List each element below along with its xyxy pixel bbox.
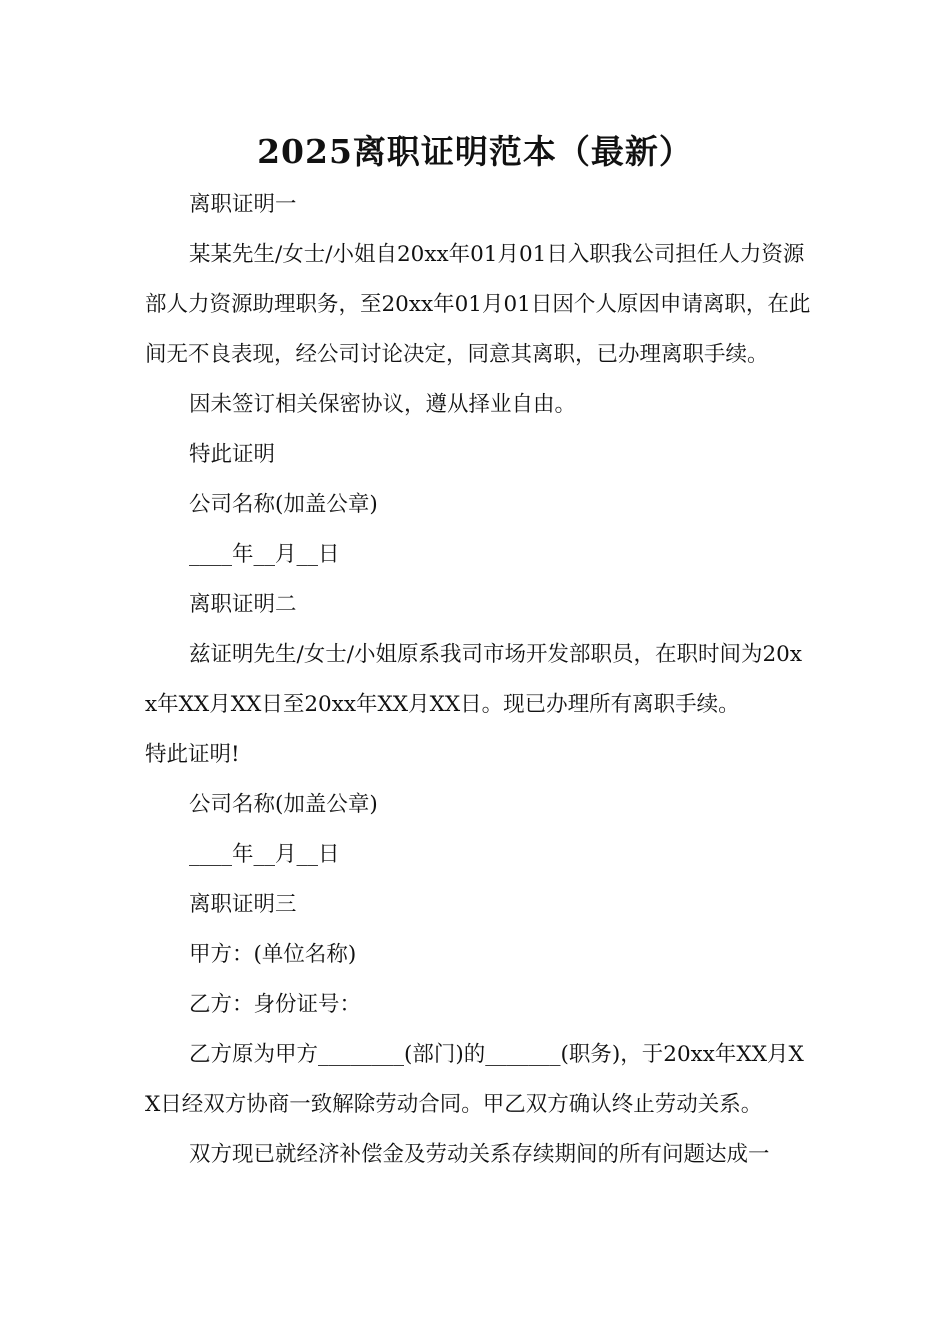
party-b-line: 乙方：身份证号：	[189, 992, 362, 1017]
section-heading-2: 离职证明二	[189, 592, 297, 617]
paragraph: 某某先生/女士/小姐自20xx年01月01日入职我公司担任人力资源部人力资源助理职务，至20xx年01月01日因个人原因申请离职，在此间无不良表现，经公司讨论决定，同意其离职，已办理离职手续。	[145, 242, 811, 367]
company-signature-line: 公司名称(加盖公章)	[189, 792, 378, 817]
paragraph: 特此证明!	[145, 742, 240, 767]
paragraph: 因未签订相关保密协议，遵从择业自由。	[189, 392, 577, 417]
company-signature-line: 公司名称(加盖公章)	[189, 492, 378, 517]
section-heading-3: 离职证明三	[189, 892, 297, 917]
party-a-line: 甲方：(单位名称)	[189, 942, 357, 967]
date-line: ____年__月__日	[189, 542, 340, 567]
document-body	[145, 180, 813, 1180]
document-title: 2025离职证明范本（最新）	[257, 132, 693, 171]
paragraph: 双方现已就经济补偿金及劳动关系存续期间的所有问题达成一	[189, 1142, 770, 1167]
paragraph: 乙方原为甲方________(部门)的_______(职务)，于20xx年XX月XX日经双方协商一致解除劳动合同。甲乙双方确认终止劳动关系。	[145, 1042, 804, 1117]
paragraph: 特此证明	[189, 442, 276, 467]
paragraph: 兹证明先生/女士/小姐原系我司市场开发部职员，在职时间为20xx年XX月XX日至20xx年XX月XX日。现已办理所有离职手续。	[145, 642, 802, 717]
section-heading-1: 离职证明一	[189, 192, 297, 217]
date-line: ____年__月__日	[189, 842, 340, 867]
